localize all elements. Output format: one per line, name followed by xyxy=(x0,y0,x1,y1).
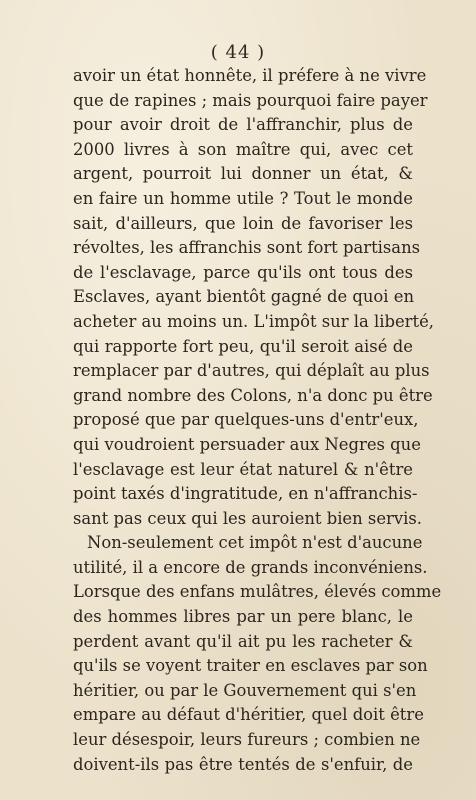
text-line: grand nombre des Colons, n'a donc pu être xyxy=(73,385,433,405)
paragraph-first-line: Non-seulement cet impôt n'est d'aucune xyxy=(87,533,423,553)
text-line: pour avoir droit de l'affranchir, plus de xyxy=(73,115,413,135)
text-line: perdent avant qu'il ait pu les racheter & xyxy=(73,631,413,651)
text-line: Lorsque des enfans mulâtres, élevés comme xyxy=(73,582,442,602)
text-line: que de rapines ; mais pourquoi faire payer xyxy=(73,90,428,110)
page-number: ( 44 ) xyxy=(210,42,266,63)
text-line: leur désespoir, leurs fureurs ; combien ne xyxy=(73,730,421,750)
text-line: l'esclavage est leur état naturel & n'être xyxy=(73,459,413,479)
text-line: doivent-ils pas être tentés de s'enfuir, de xyxy=(73,754,413,774)
text-line: qui rapporte fort peu, qu'il seroit aisé de xyxy=(73,336,413,356)
text-line: en faire un homme utile ? Tout le monde xyxy=(73,188,413,208)
text-line: qu'ils se voyent traiter en esclaves par son xyxy=(73,656,428,676)
body-text xyxy=(73,64,442,777)
text-line: avoir un état honnête, il préfere à ne vivre xyxy=(73,66,427,85)
text-line: Esclaves, ayant bientôt gagné de quoi en xyxy=(73,287,415,307)
text-line: empare au défaut d'héritier, quel doit être xyxy=(73,705,424,725)
text-line: acheter au moins un. L'impôt sur la liberté, xyxy=(73,311,435,331)
text-line: point taxés d'ingratitude, en n'affranchis- xyxy=(73,484,418,504)
text-line: qui voudroient persuader aux Negres que xyxy=(73,434,421,454)
text-line: proposé que par quelques-uns d'entr'eux, xyxy=(73,410,419,430)
text-line: révoltes, les affranchis sont fort partisans xyxy=(73,238,421,258)
text-line: 2000 livres à son maître qui, avec cet xyxy=(73,139,413,159)
text-line: héritier, ou par le Gouvernement qui s'en xyxy=(73,680,417,700)
text-line: des hommes libres par un pere blanc, le xyxy=(73,607,413,627)
text-line: de l'esclavage, parce qu'ils ont tous des xyxy=(73,262,413,282)
text-line: remplacer par d'autres, qui déplaît au plus xyxy=(73,361,430,381)
text-line: utilité, il a encore de grands inconvéniens. xyxy=(73,557,428,577)
text-line: sant pas ceux qui les auroient bien servis. xyxy=(73,508,422,528)
text-line: sait, d'ailleurs, que loin de favoriser les xyxy=(73,213,413,233)
text-line: argent, pourroit lui donner un état, & xyxy=(73,164,413,184)
